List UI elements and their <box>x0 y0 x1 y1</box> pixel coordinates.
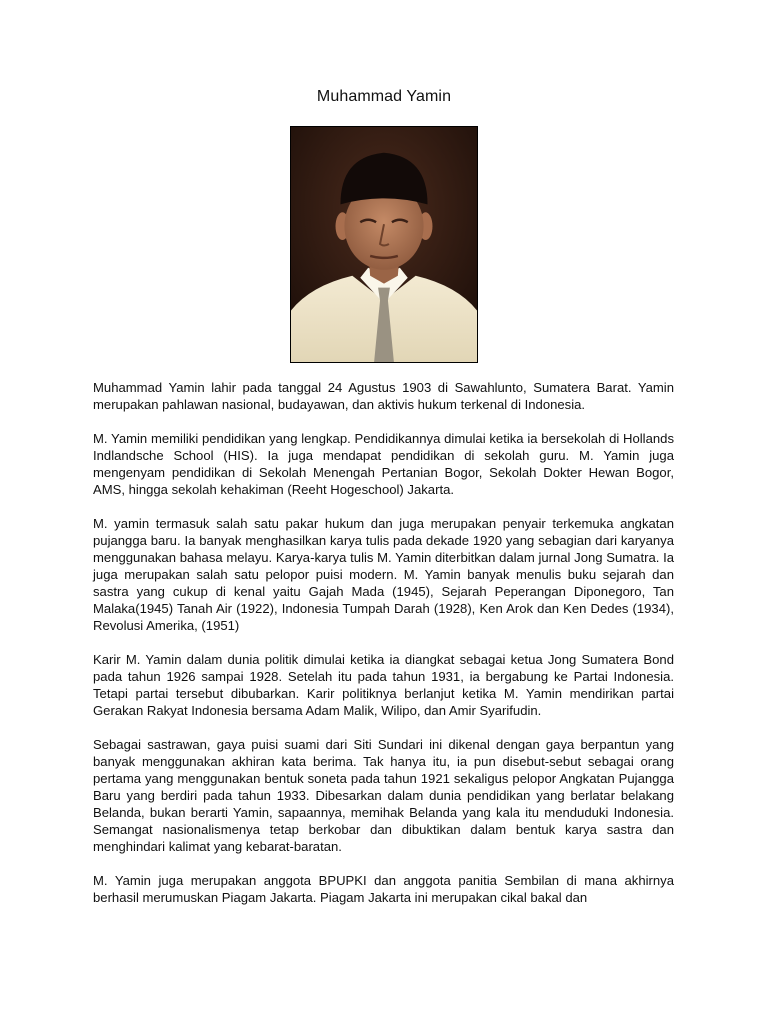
paragraph: Karir M. Yamin dalam dunia politik dimulai ketika ia diangkat sebagai ketua Jong Sumatera Bond pada tahun 1926 sampai 1928. Setelah itu pada tahun 1931, ia bergabung ke Partai Indonesia. Tetapi partai tersebut dibubarkan. Karir politiknya berlanjut ketika M. Yamin mendirikan partai Gerakan Rakyat Indonesia bersama Adam Malik, Wilipo, dan Amir Syarifudin. <box>93 652 674 718</box>
article-body <box>93 379 674 906</box>
document-title: Muhammad Yamin <box>316 88 452 105</box>
paragraph: Sebagai sastrawan, gaya puisi suami dari Siti Sundari ini dikenal dengan gaya berpantun yang banyak menggunakan akhiran kata berima. Tak hanya itu, ia pun disebut-sebut sebagai orang pertama yang menggunakan bentuk soneta pada tahun 1921 sekaligus pelopor Angkatan Pujangga Baru yang berdiri pada tahun 1933. Dibesarkan dalam dunia pendidikan yang berlatar belakang Belanda, bukan berarti Yamin, sapaannya, memihak Belanda yang kala itu menduduki Indonesia. Semangat nasionalismenya tetap berkobar dan dibuktikan dalam bentuk karya sastra dan menghindari kalimat yang kebarat-baratan. <box>93 737 674 854</box>
paragraph: Muhammad Yamin lahir pada tanggal 24 Agustus 1903 di Sawahlunto, Sumatera Barat. Yamin merupakan pahlawan nasional, budayawan, dan aktivis hukum terkenal di Indonesia. <box>93 380 674 412</box>
portrait-photo <box>290 126 478 363</box>
paragraph: M. Yamin memiliki pendidikan yang lengkap. Pendidikannya dimulai ketika ia bersekolah di Hollands Indlandsche School (HIS). Ia juga mendapat pendidikan di sekolah guru. M. Yamin juga mengenyam pendidikan di Sekolah Menengah Pertanian Bogor, Sekolah Dokter Hewan Bogor, AMS, hingga sekolah kehakiman (Reeht Hogeschool) Jakarta. <box>93 431 674 497</box>
paragraph: M. yamin termasuk salah satu pakar hukum dan juga merupakan penyair terkemuka angkatan pujangga baru. Ia banyak menghasilkan karya tulis pada dekade 1920 yang sebagian dari karyanya menggunakan bahasa melayu. Karya-karya tulis M. Yamin diterbitkan dalam jurnal Jong Sumatra. Ia juga merupakan salah satu pelopor puisi modern. M. Yamin banyak menulis buku sejarah dan sastra yang cukup di kenal yaitu Gajah Mada (1945), Sejarah Peperangan Diponegoro, Tan Malaka(1945) Tanah Air (1922), Indonesia Tumpah Darah (1928), Ken Arok dan Ken Dedes (1934), Revolusi Amerika, (1951) <box>93 516 674 633</box>
paragraph: M. Yamin juga merupakan anggota BPUPKI dan anggota panitia Sembilan di mana akhirnya berhasil merumuskan Piagam Jakarta. Piagam Jakarta ini merupakan cikal bakal dan <box>93 873 674 905</box>
